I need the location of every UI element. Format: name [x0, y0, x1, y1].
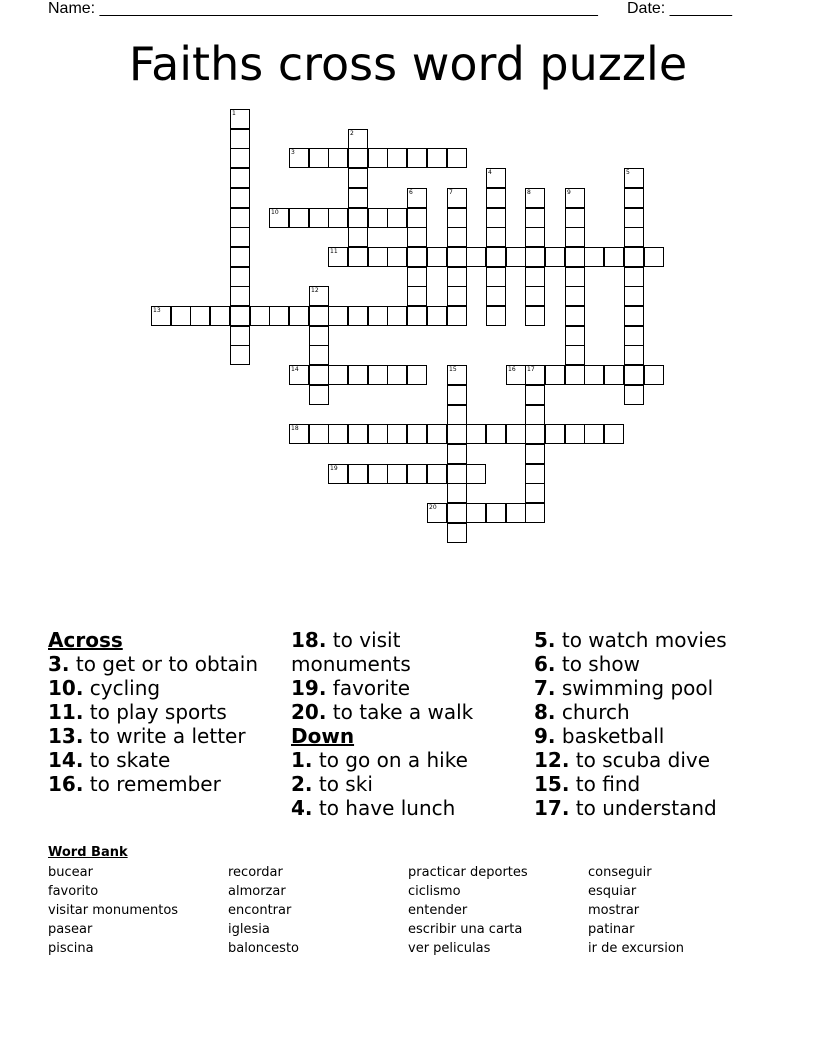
grid-cell: [604, 424, 624, 444]
grid-cell: [328, 365, 348, 385]
grid-cell: [466, 464, 486, 484]
word-bank-item: ver peliculas: [408, 941, 491, 956]
grid-cell: [348, 208, 368, 228]
grid-cell: [447, 405, 467, 425]
grid-cell: [447, 208, 467, 228]
grid-cell: [525, 247, 545, 267]
grid-cell: [348, 148, 368, 168]
cell-number: 18: [291, 425, 299, 432]
grid-cell: [407, 464, 427, 484]
cell-number: 7: [449, 189, 453, 196]
grid-cell: [230, 326, 250, 346]
cell-number: 3: [291, 149, 295, 156]
grid-cell: [387, 424, 407, 444]
grid-cell: [250, 306, 270, 326]
across-heading: Across: [48, 628, 123, 652]
clue-across-18: 18. to visit monuments: [291, 628, 411, 676]
grid-cell: [269, 208, 289, 228]
grid-cell: [348, 188, 368, 208]
grid-cell: [230, 148, 250, 168]
grid-cell: [447, 306, 467, 326]
grid-cell: [525, 227, 545, 247]
grid-cell: [348, 227, 368, 247]
grid-cell: [506, 503, 526, 523]
grid-cell: [309, 326, 329, 346]
grid-cell: [525, 503, 545, 523]
grid-cell: [624, 286, 644, 306]
word-bank-column-2: [228, 863, 299, 958]
grid-cell: [624, 188, 644, 208]
grid-cell: [447, 464, 467, 484]
word-bank-column-4: [588, 863, 684, 958]
word-bank-item: favorito: [48, 884, 99, 899]
grid-cell: [427, 306, 447, 326]
clues-column-2: [291, 628, 521, 820]
cell-number: 17: [527, 366, 535, 373]
word-bank-title: Word Bank: [48, 845, 128, 860]
grid-cell: [506, 424, 526, 444]
grid-cell: [230, 267, 250, 287]
grid-cell: [348, 424, 368, 444]
grid-cell: [525, 483, 545, 503]
cell-number: 16: [508, 366, 516, 373]
grid-cell: [525, 306, 545, 326]
grid-cell: [348, 306, 368, 326]
grid-cell: [427, 464, 447, 484]
grid-cell: [230, 345, 250, 365]
grid-cell: [348, 168, 368, 188]
grid-cell: [565, 247, 585, 267]
grid-cell: [624, 306, 644, 326]
grid-cell: [447, 247, 467, 267]
grid-cell: [624, 385, 644, 405]
down-heading: Down: [291, 724, 355, 748]
grid-cell: [387, 247, 407, 267]
grid-cell: [348, 464, 368, 484]
grid-cell: [328, 208, 348, 228]
grid-cell: [565, 208, 585, 228]
clue-across-11: 11. to play sports: [48, 700, 227, 724]
grid-cell: [309, 208, 329, 228]
grid-cell: [447, 483, 467, 503]
cell-number: 8: [527, 189, 531, 196]
word-bank-item: piscina: [48, 941, 94, 956]
clue-down-9: 9. basketball: [534, 724, 665, 748]
grid-cell: [565, 286, 585, 306]
grid-cell: [387, 208, 407, 228]
clues-column-3: [534, 628, 784, 820]
grid-cell: [309, 345, 329, 365]
grid-cell: [230, 188, 250, 208]
grid-cell: [309, 306, 329, 326]
grid-cell: [348, 247, 368, 267]
date-line: Date: _______: [627, 0, 732, 17]
grid-cell: [309, 148, 329, 168]
grid-cell: [525, 464, 545, 484]
clue-down-5: 5. to watch movies: [534, 628, 727, 652]
grid-cell: [466, 503, 486, 523]
cell-number: 13: [153, 307, 161, 314]
grid-cell: [328, 424, 348, 444]
grid-cell: [525, 444, 545, 464]
grid-cell: [447, 227, 467, 247]
grid-cell: [328, 247, 348, 267]
grid-cell: [230, 286, 250, 306]
grid-cell: [190, 306, 210, 326]
clue-across-19: 19. favorite: [291, 676, 411, 700]
grid-cell: [565, 424, 585, 444]
grid-cell: [407, 188, 427, 208]
clue-across-16: 16. to remember: [48, 772, 221, 796]
grid-cell: [151, 306, 171, 326]
grid-cell: [387, 148, 407, 168]
grid-cell: [486, 188, 506, 208]
word-bank-item: escribir una carta: [408, 922, 523, 937]
grid-cell: [525, 188, 545, 208]
word-bank-column-1: [48, 863, 178, 958]
grid-cell: [171, 306, 191, 326]
grid-cell: [525, 286, 545, 306]
grid-cell: [466, 247, 486, 267]
grid-cell: [230, 227, 250, 247]
grid-cell: [584, 424, 604, 444]
grid-cell: [230, 109, 250, 129]
grid-cell: [289, 208, 309, 228]
clue-across-3: 3. to get or to obtain: [48, 652, 259, 676]
word-bank-item: pasear: [48, 922, 93, 937]
cell-number: 14: [291, 366, 299, 373]
grid-cell: [210, 306, 230, 326]
grid-cell: [328, 148, 348, 168]
grid-cell: [565, 365, 585, 385]
cell-number: 1: [232, 110, 236, 117]
grid-cell: [230, 208, 250, 228]
grid-cell: [486, 267, 506, 287]
grid-cell: [230, 168, 250, 188]
word-bank-column-3: [408, 863, 528, 958]
cell-number: 6: [409, 189, 413, 196]
grid-cell: [545, 247, 565, 267]
grid-cell: [525, 424, 545, 444]
grid-cell: [309, 286, 329, 306]
grid-cell: [368, 306, 388, 326]
grid-cell: [604, 365, 624, 385]
cell-number: 20: [429, 504, 437, 511]
grid-cell: [565, 267, 585, 287]
clue-across-10: 10. cycling: [48, 676, 161, 700]
grid-cell: [624, 267, 644, 287]
word-bank-item: ir de excursion: [588, 941, 685, 956]
grid-cell: [565, 227, 585, 247]
grid-cell: [506, 365, 526, 385]
grid-cell: [427, 148, 447, 168]
grid-cell: [584, 247, 604, 267]
grid-cell: [348, 129, 368, 149]
grid-cell: [407, 424, 427, 444]
grid-cell: [407, 247, 427, 267]
clue-down-12: 12. to scuba dive: [534, 748, 711, 772]
grid-cell: [644, 247, 664, 267]
page-title: Faiths cross word puzzle: [128, 37, 688, 91]
grid-cell: [486, 306, 506, 326]
grid-cell: [407, 148, 427, 168]
grid-cell: [447, 444, 467, 464]
grid-cell: [565, 306, 585, 326]
word-bank-item: conseguir: [588, 865, 652, 880]
grid-cell: [525, 208, 545, 228]
word-bank-item: iglesia: [228, 922, 270, 937]
grid-cell: [525, 405, 545, 425]
grid-cell: [328, 464, 348, 484]
grid-cell: [486, 168, 506, 188]
grid-cell: [368, 208, 388, 228]
name-line: Name: ________________________________________________________: [48, 0, 598, 17]
cell-number: 4: [488, 169, 492, 176]
clue-down-4: 4. to have lunch: [291, 796, 456, 820]
cell-number: 15: [449, 366, 457, 373]
word-bank-item: encontrar: [228, 903, 292, 918]
grid-cell: [525, 267, 545, 287]
word-bank-item: ciclismo: [408, 884, 461, 899]
grid-cell: [486, 503, 506, 523]
cell-number: 9: [567, 189, 571, 196]
clue-down-7: 7. swimming pool: [534, 676, 714, 700]
grid-cell: [624, 168, 644, 188]
clue-down-6: 6. to show: [534, 652, 640, 676]
grid-cell: [624, 345, 644, 365]
cell-number: 5: [626, 169, 630, 176]
cell-number: 19: [330, 465, 338, 472]
grid-cell: [269, 306, 289, 326]
grid-cell: [427, 424, 447, 444]
grid-cell: [368, 148, 388, 168]
grid-cell: [387, 365, 407, 385]
grid-cell: [309, 385, 329, 405]
grid-cell: [584, 365, 604, 385]
grid-cell: [525, 385, 545, 405]
word-bank-item: bucear: [48, 865, 93, 880]
grid-cell: [407, 267, 427, 287]
grid-cell: [624, 208, 644, 228]
clues-column-1: [48, 628, 278, 796]
grid-cell: [368, 464, 388, 484]
grid-cell: [387, 464, 407, 484]
grid-cell: [289, 148, 309, 168]
word-bank-item: mostrar: [588, 903, 640, 918]
grid-cell: [447, 188, 467, 208]
grid-cell: [407, 286, 427, 306]
grid-cell: [348, 365, 368, 385]
word-bank-item: entender: [408, 903, 468, 918]
grid-cell: [466, 424, 486, 444]
word-bank-item: patinar: [588, 922, 635, 937]
grid-cell: [387, 306, 407, 326]
grid-cell: [447, 503, 467, 523]
grid-cell: [604, 247, 624, 267]
grid-cell: [525, 365, 545, 385]
grid-cell: [545, 424, 565, 444]
grid-cell: [309, 365, 329, 385]
grid-cell: [565, 345, 585, 365]
word-bank-item: visitar monumentos: [48, 903, 179, 918]
grid-cell: [447, 365, 467, 385]
grid-cell: [624, 247, 644, 267]
grid-cell: [486, 208, 506, 228]
clue-across-14: 14. to skate: [48, 748, 171, 772]
clue-down-15: 15. to find: [534, 772, 641, 796]
grid-cell: [447, 385, 467, 405]
grid-cell: [230, 129, 250, 149]
grid-cell: [289, 365, 309, 385]
grid-cell: [230, 306, 250, 326]
grid-cell: [486, 286, 506, 306]
grid-cell: [230, 247, 250, 267]
grid-cell: [368, 247, 388, 267]
grid-cell: [328, 306, 348, 326]
grid-cell: [624, 227, 644, 247]
grid-cell: [309, 424, 329, 444]
grid-cell: [407, 306, 427, 326]
grid-cell: [407, 208, 427, 228]
grid-cell: [447, 523, 467, 543]
grid-cell: [545, 365, 565, 385]
grid-cell: [427, 503, 447, 523]
grid-cell: [624, 365, 644, 385]
cell-number: 10: [271, 209, 279, 216]
clue-down-2: 2. to ski: [291, 772, 373, 796]
grid-cell: [565, 188, 585, 208]
clue-down-8: 8. church: [534, 700, 630, 724]
cell-number: 11: [330, 248, 338, 255]
grid-cell: [407, 227, 427, 247]
clue-down-17: 17. to understand: [534, 796, 717, 820]
grid-cell: [506, 247, 526, 267]
clue-across-20: 20. to take a walk: [291, 700, 474, 724]
grid-cell: [427, 247, 447, 267]
cell-number: 12: [311, 287, 319, 294]
grid-cell: [486, 424, 506, 444]
grid-cell: [407, 365, 427, 385]
grid-cell: [447, 267, 467, 287]
word-bank-item: baloncesto: [228, 941, 299, 956]
grid-cell: [624, 326, 644, 346]
word-bank-item: almorzar: [228, 884, 286, 899]
grid-cell: [486, 227, 506, 247]
word-bank-item: esquiar: [588, 884, 637, 899]
grid-cell: [289, 306, 309, 326]
cell-number: 2: [350, 130, 354, 137]
clue-across-13: 13. to write a letter: [48, 724, 246, 748]
grid-cell: [447, 424, 467, 444]
grid-cell: [447, 286, 467, 306]
grid-cell: [368, 424, 388, 444]
grid-cell: [289, 424, 309, 444]
word-bank-item: practicar deportes: [408, 865, 528, 880]
clue-down-1: 1. to go on a hike: [291, 748, 468, 772]
grid-cell: [486, 247, 506, 267]
grid-cell: [368, 365, 388, 385]
word-bank-item: recordar: [228, 865, 283, 880]
grid-cell: [644, 365, 664, 385]
grid-cell: [447, 148, 467, 168]
grid-cell: [565, 326, 585, 346]
